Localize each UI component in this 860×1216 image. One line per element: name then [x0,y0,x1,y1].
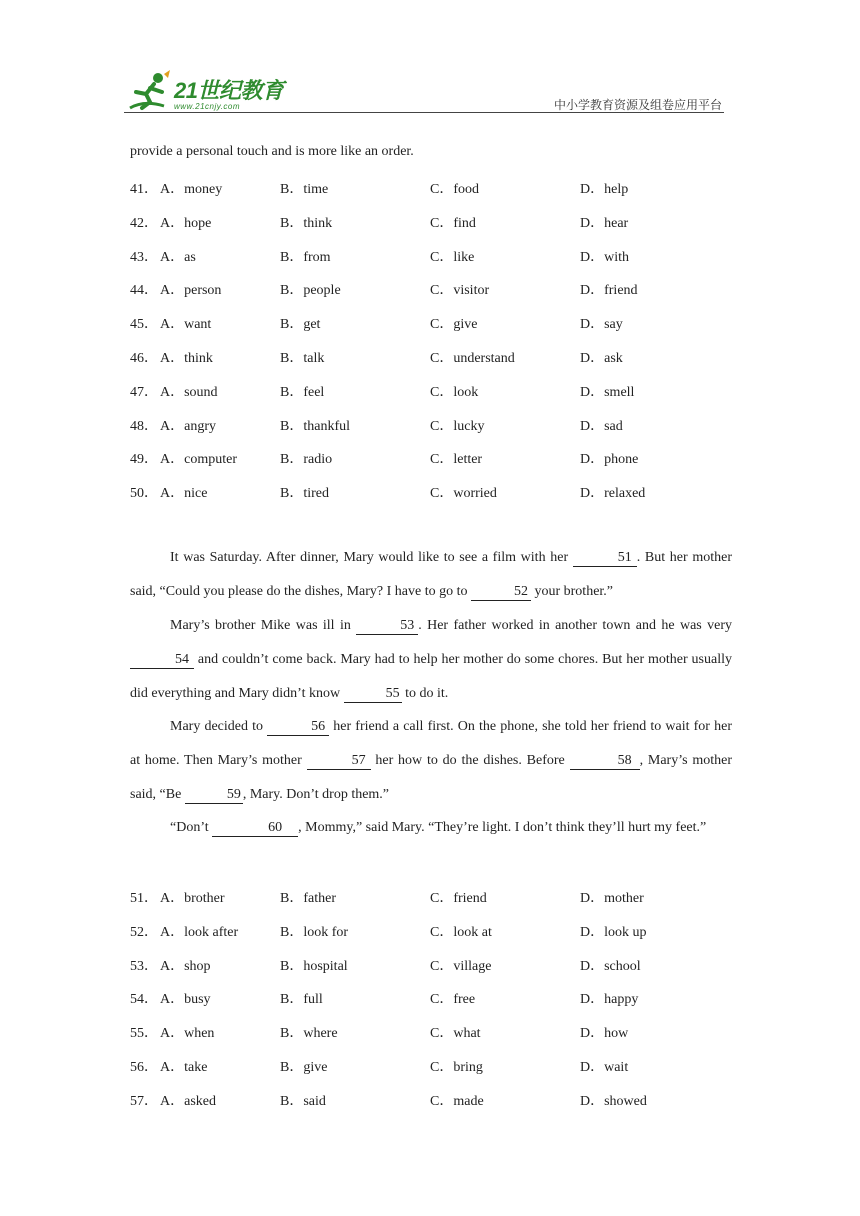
option-d: D．help [580,182,629,197]
option-d: D．look up [580,924,647,940]
passage-text: Mary decided to [170,719,268,734]
question-row [130,381,730,401]
passage-text: her how to do the dishes. Before [370,753,570,768]
option-a: A．asked [160,1093,216,1109]
question-row [130,212,730,232]
passage-text: to do it. [401,686,449,701]
option-a: A．busy [160,992,211,1008]
option-d: D．school [580,958,641,974]
passage-text: . But her mother said, “Could you please do the dishes, Mary? I have to go to [130,550,732,599]
question-number: 50． [130,486,158,502]
blank-51: 51 [573,550,637,567]
option-c: C．village [430,958,492,974]
question-row [130,415,730,435]
option-d: D．how [580,1026,629,1042]
blank-53: 53 [356,618,418,635]
option-d: D．wait [580,1060,629,1075]
blank-56: 56 [267,719,329,736]
option-a: A．computer [160,452,237,468]
option-b: B．hospital [280,958,348,974]
passage-text: . Her father worked in another town and he was very [418,618,732,633]
passage-text: , Mommy,” said Mary. “They’re light. I don’t think they’ll hurt my feet.” [298,820,707,835]
question-number: 56． [130,1060,158,1075]
option-a: A．when [160,1026,215,1042]
option-d: D．happy [580,992,639,1008]
option-d: D．mother [580,891,644,906]
blank-52: 52 [471,584,531,601]
option-b: B．talk [280,351,325,366]
passage-text: It was Saturday. After dinner, Mary would like to see a film with her [170,550,573,565]
option-c: C．free [430,992,476,1008]
option-c: C．give [430,317,478,333]
blank-60: 60 [212,820,298,837]
question-row [130,246,730,266]
logo [124,70,294,116]
option-c: C．visitor [430,283,490,299]
question-number: 42． [130,215,158,231]
option-d: D．smell [580,384,635,400]
question-row [130,988,730,1008]
question-row [130,279,730,299]
blank-55: 55 [344,686,402,703]
question-number: 55． [130,1026,158,1042]
question-number: 49． [130,452,158,468]
option-c: C．understand [430,351,515,366]
option-b: B．father [280,891,336,906]
question-row [130,482,730,502]
blank-59: 59 [185,787,243,804]
question-number: 46． [130,351,158,366]
question-number: 47． [130,384,158,400]
logo-text: 21世纪教育 [174,78,284,103]
question-row [130,955,730,975]
passage-text: your brother.” [530,584,614,599]
option-d: D．sad [580,418,623,434]
passage-text: her friend a call first. On the phone, she told her friend to wait for her at home. Then Mary’s mother [130,719,732,768]
option-a: A．want [160,317,212,333]
option-a: A．look after [160,924,239,940]
question-row [130,1056,730,1076]
option-d: D．ask [580,351,623,366]
option-b: B．people [280,283,341,299]
passage-text: , Mary. Don’t drop them.” [242,787,390,802]
question-row [130,347,730,367]
option-c: C．find [430,215,476,231]
option-c: C．look [430,384,479,400]
option-a: A．brother [160,891,225,906]
question-number: 51． [130,891,158,906]
option-b: B．from [280,249,331,265]
page-header [124,68,724,116]
option-d: D．hear [580,215,629,231]
option-a: A．person [160,283,222,299]
option-d: D．showed [580,1093,647,1109]
option-b: B．thankful [280,418,350,434]
blank-57: 57 [307,753,371,770]
question-row [130,887,730,907]
option-d: D．say [580,317,623,333]
option-b: B．feel [280,384,325,400]
option-c: C．like [430,249,475,265]
option-d: D．phone [580,452,639,468]
passage-paragraph-3 [130,710,732,812]
option-a: A．money [160,182,223,197]
question-number: 41． [130,182,158,197]
option-c: C．what [430,1026,481,1042]
option-c: C．lucky [430,418,485,434]
passage-text: and couldn’t come back. Mary had to help her mother do some chores. But her mother usually did everything and Mary didn’t know [130,652,732,701]
question-row [130,448,730,468]
option-b: B．look for [280,924,349,940]
question-number: 54． [130,992,158,1008]
passage-paragraph-2 [130,609,732,711]
header-divider [124,112,724,113]
question-number: 53． [130,958,158,974]
option-c: C．bring [430,1060,483,1075]
option-c: C．letter [430,452,483,468]
question-number: 44． [130,283,158,299]
option-b: B．where [280,1026,338,1042]
blank-54: 54 [130,652,194,669]
option-b: B．get [280,317,321,333]
option-b: B．full [280,992,323,1008]
option-b: B．time [280,182,329,197]
question-number: 52． [130,924,158,940]
option-c: C．made [430,1093,484,1109]
option-b: B．think [280,215,333,231]
option-c: C．friend [430,891,487,906]
question-number: 57． [130,1093,158,1109]
option-a: A．think [160,351,213,366]
option-d: D．relaxed [580,486,646,502]
runner-logo-icon [124,70,174,114]
option-b: B．give [280,1060,328,1075]
question-row [130,178,730,198]
question-row [130,1022,730,1042]
header-tagline: 中小学教育资源及组卷应用平台 [553,98,722,112]
option-b: B．tired [280,486,329,502]
passage-text: “Don’t [170,820,213,835]
question-row [130,921,730,941]
option-d: D．friend [580,283,638,299]
question-row [130,313,730,333]
option-b: B．said [280,1093,326,1109]
option-b: B．radio [280,452,333,468]
option-c: C．worried [430,486,497,502]
question-number: 48． [130,418,158,434]
option-a: A．sound [160,384,218,400]
passage-paragraph-1 [130,541,732,609]
blank-58: 58 [570,753,640,770]
question-number: 43． [130,249,158,265]
passage-text: , Mary’s mother said, “Be [130,753,732,802]
option-a: A．nice [160,486,208,502]
option-d: D．with [580,249,629,265]
option-a: A．as [160,249,196,265]
option-a: A．hope [160,215,212,231]
option-a: A．angry [160,418,216,434]
logo-url: www.21cnjy.com [174,102,240,111]
question-number: 45． [130,317,158,333]
option-a: A．shop [160,958,211,974]
passage-paragraph-4 [130,811,732,845]
option-c: C．look at [430,924,492,940]
passage-text: Mary’s brother Mike was ill in [170,618,357,633]
option-c: C．food [430,182,479,197]
question-row [130,1090,730,1110]
option-a: A．take [160,1060,208,1075]
intro-line: provide a personal touch and is more like an order. [130,144,414,159]
